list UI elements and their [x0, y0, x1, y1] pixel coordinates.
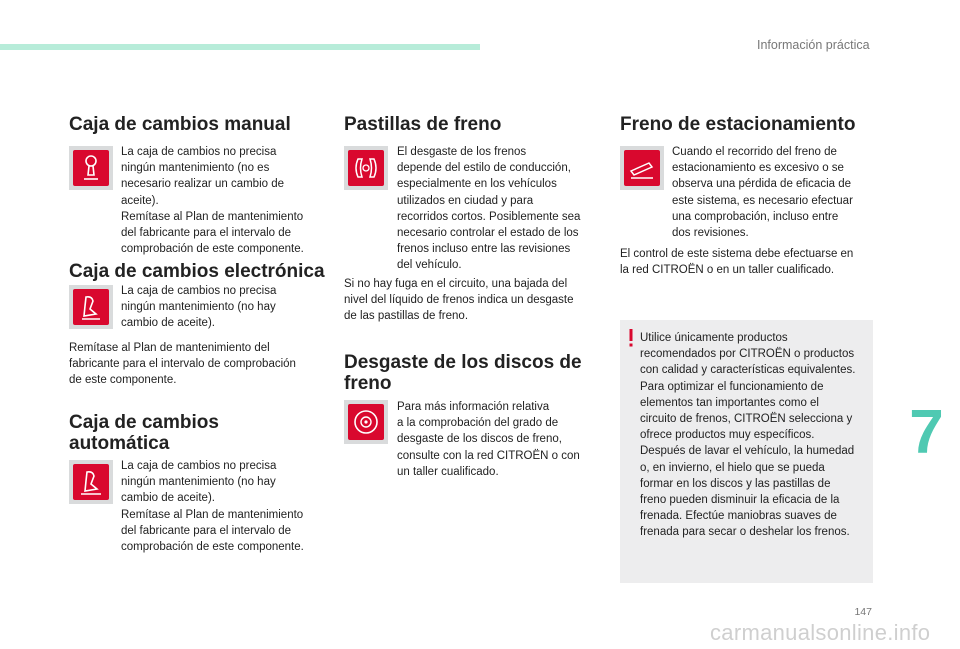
- chapter-number: 7: [893, 400, 960, 466]
- section-title: Información práctica: [757, 38, 870, 52]
- parking-brake-heading: Freno de estacionamiento: [620, 114, 856, 135]
- warning-text: Utilice únicamente productos recomendados por CITROËN o productos con calidad y características equivalentes. Para optimizar el funcionamiento de elementos tan importantes como el circuito de frenos, CITROËN selecciona y ofrece productos muy específicos. Después de lavar el vehículo, la humedad o, en invierno, el hielo que se pueda formar en los discos y las pastillas de freno pueden disminuir la eficacia de la frenada. Efectúe maniobras suaves de frenada para secar o deshelar los frenos.: [640, 332, 856, 539]
- brake-pads-text-2: Si no hay fuga en el circuito, una bajada del nivel del líquido de frenos indica un desgaste de las pastillas de freno.: [344, 278, 574, 323]
- electronic-gearbox-text: La caja de cambios no precisa ningún mantenimiento (no hay cambio de aceite).: [121, 285, 277, 330]
- brake-pads-text: El desgaste de los frenos depende del estilo de conducción, especialmente en los vehículos utilizados en ciudad y para recorridos cortos. Posiblemente sea necesario controlar el estado de los frenos incluso entre las revisiones del vehículo.: [397, 146, 581, 272]
- electronic-gearbox-text-2: Remítase al Plan de mantenimiento del fabricante para el intervalo de comprobación de este componente.: [69, 342, 296, 387]
- exclamation-icon: [628, 329, 634, 347]
- manual-gearbox-text: La caja de cambios no precisa ningún mantenimiento (no es necesario realizar un cambio de aceite). Remítase al Plan de mantenimiento del fabricante para el intervalo de comprobación de este componente.: [121, 146, 304, 256]
- automatic-gearbox-text: La caja de cambios no precisa ningún mantenimiento (no hay cambio de aceite). Remítase al Plan de mantenimiento del fabricante para el intervalo de comprobación de este componente.: [121, 460, 304, 554]
- parking-brake-text: Cuando el recorrido del freno de estacionamiento es excesivo o se observa una pérdida de eficacia de este sistema, es necesario efectuar una comprobación, incluso entre dos revisiones.: [672, 146, 853, 240]
- manual-gear-lever-icon: [69, 146, 113, 190]
- watermark: carmanualsonline.info: [710, 620, 931, 645]
- manual-gearbox-heading: Caja de cambios manual: [69, 114, 291, 135]
- brake-pads-icon: [344, 146, 388, 190]
- electronic-gearbox-heading: Caja de cambios electrónica: [69, 261, 325, 282]
- automatic-gear-lever-icon: [69, 460, 113, 504]
- brake-pads-heading: Pastillas de freno: [344, 114, 502, 135]
- header-accent-bar: [0, 44, 480, 50]
- parking-brake-text-2: El control de este sistema debe efectuarse en la red CITROËN o en un taller cualificado.: [620, 248, 854, 277]
- page-number: 147: [854, 606, 872, 618]
- electronic-gear-lever-icon: [69, 285, 113, 329]
- brake-discs-text: Para más información relativa a la comprobación del grado de desgaste de los discos de freno, consulte con la red CITROËN o con un taller cualificado.: [397, 401, 580, 478]
- brake-disc-icon: [344, 400, 388, 444]
- brake-discs-heading: Desgaste de los discos de freno: [344, 352, 582, 394]
- parking-brake-lever-icon: [620, 146, 664, 190]
- automatic-gearbox-heading: Caja de cambios automática: [69, 412, 219, 454]
